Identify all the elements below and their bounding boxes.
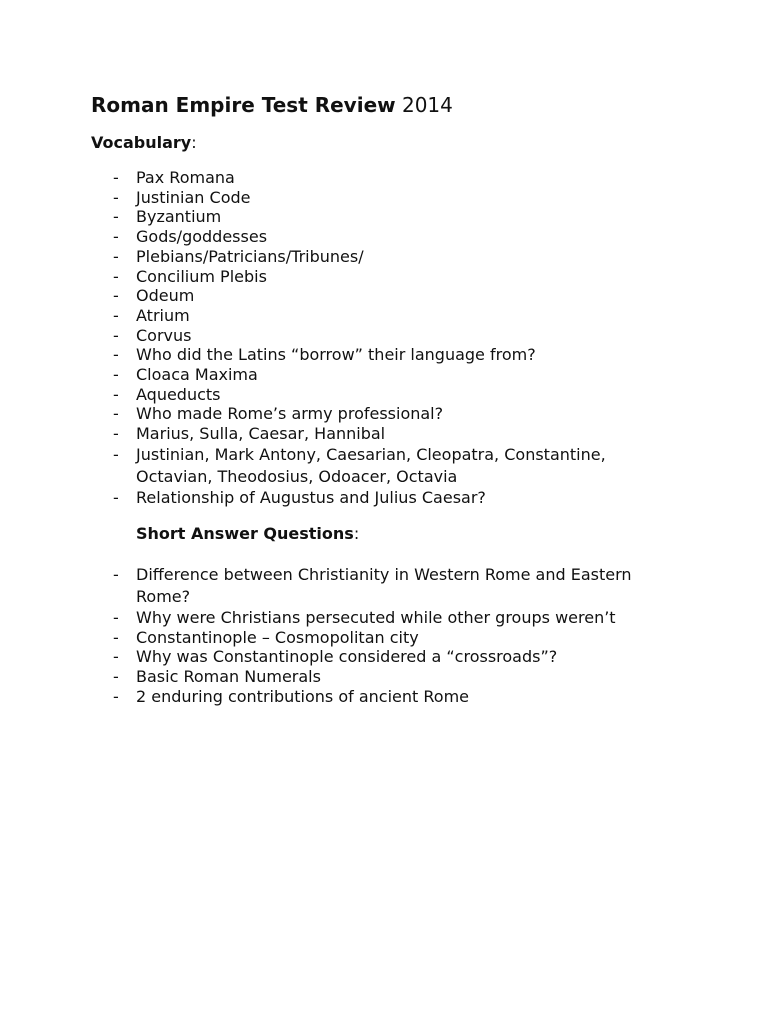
bullet-dash: - bbox=[113, 227, 119, 247]
bullet-dash: - bbox=[113, 667, 119, 687]
bullet-dash: - bbox=[113, 187, 119, 207]
bullet-dash: - bbox=[113, 168, 119, 187]
list-item bbox=[0, 326, 700, 346]
list-item-text bbox=[136, 687, 700, 707]
bullet-dash: - bbox=[113, 608, 119, 627]
short-answer-heading bbox=[136, 524, 359, 544]
list-item bbox=[0, 424, 700, 444]
list-item bbox=[0, 444, 700, 488]
list-item-text bbox=[136, 608, 700, 628]
list-item bbox=[0, 168, 700, 188]
bullet-dash: - bbox=[113, 487, 119, 507]
bullet-dash: - bbox=[113, 365, 119, 385]
bullet-dash: - bbox=[113, 325, 119, 345]
list-item-text bbox=[136, 404, 700, 424]
bullet-dash: - bbox=[113, 286, 119, 306]
list-item-line: 2 enduring contributions of ancient Rome bbox=[136, 686, 469, 706]
list-item-line: Justinian, Mark Antony, Caesarian, Cleopatra, Constantine, bbox=[136, 444, 606, 464]
list-item-line: Rome? bbox=[136, 587, 191, 606]
bullet-dash: - bbox=[113, 345, 119, 365]
bullet-dash: - bbox=[113, 384, 119, 404]
list-item-text bbox=[136, 207, 700, 227]
list-item-text bbox=[136, 227, 700, 247]
vocabulary-heading-label: Vocabulary bbox=[91, 133, 192, 152]
list-item-line: Marius, Sulla, Caesar, Hannibal bbox=[136, 424, 386, 444]
list-item-line: Cloaca Maxima bbox=[136, 365, 258, 385]
list-item bbox=[0, 188, 700, 208]
bullet-dash: - bbox=[113, 305, 119, 325]
list-item bbox=[0, 286, 700, 306]
list-item-text bbox=[136, 286, 700, 306]
list-item bbox=[0, 207, 700, 227]
list-item-line: Relationship of Augustus and Julius Caesar? bbox=[136, 487, 486, 507]
bullet-dash: - bbox=[113, 207, 119, 227]
list-item bbox=[0, 247, 700, 267]
title-bold: Roman Empire Test Review bbox=[91, 93, 396, 117]
list-item bbox=[0, 385, 700, 405]
list-item bbox=[0, 564, 700, 608]
list-item-line: Pax Romana bbox=[136, 168, 235, 187]
list-item-line: Basic Roman Numerals bbox=[136, 667, 321, 687]
list-item bbox=[0, 628, 700, 648]
list-item-text bbox=[136, 345, 700, 365]
list-item-text bbox=[136, 444, 700, 488]
list-item-line: Justinian Code bbox=[136, 187, 251, 207]
list-item-text bbox=[136, 267, 700, 287]
list-item-line: Concilium Plebis bbox=[136, 266, 267, 286]
list-item-line: Byzantium bbox=[136, 207, 222, 227]
list-item bbox=[0, 647, 700, 667]
vocabulary-heading-colon: : bbox=[191, 133, 197, 152]
list-item bbox=[0, 227, 700, 247]
list-item-line: Corvus bbox=[136, 325, 192, 345]
bullet-dash: - bbox=[113, 565, 119, 584]
list-item-line: Why were Christians persecuted while other groups weren’t bbox=[136, 608, 616, 627]
list-item-text bbox=[136, 564, 700, 608]
list-item-line: Aqueducts bbox=[136, 384, 221, 404]
bullet-dash: - bbox=[113, 627, 119, 647]
list-item bbox=[0, 345, 700, 365]
list-item bbox=[0, 306, 700, 326]
title-year: 2014 bbox=[395, 93, 453, 117]
list-item-text bbox=[136, 306, 700, 326]
list-item-text bbox=[136, 247, 700, 267]
list-item-line: Constantinople – Cosmopolitan city bbox=[136, 627, 419, 647]
list-item bbox=[0, 488, 700, 508]
list-item-line: Plebians/Patricians/Tribunes/ bbox=[136, 246, 364, 266]
list-item-line: Atrium bbox=[136, 305, 190, 325]
list-item-line: Who did the Latins “borrow” their language from? bbox=[136, 345, 536, 365]
list-item-text bbox=[136, 667, 700, 687]
short-answer-heading-label: Short Answer Questions bbox=[136, 524, 354, 543]
list-item-text bbox=[136, 488, 700, 508]
short-answer-list bbox=[0, 564, 700, 707]
list-item-line: Gods/goddesses bbox=[136, 227, 268, 247]
bullet-dash: - bbox=[113, 266, 119, 286]
bullet-dash: - bbox=[113, 404, 119, 424]
list-item bbox=[0, 687, 700, 707]
list-item-text bbox=[136, 385, 700, 405]
page-title bbox=[91, 92, 453, 118]
bullet-dash: - bbox=[113, 444, 119, 464]
list-item-text bbox=[136, 647, 700, 667]
list-item-line: Why was Constantinople considered a “crossroads”? bbox=[136, 647, 558, 667]
bullet-dash: - bbox=[113, 686, 119, 706]
vocabulary-list bbox=[0, 168, 700, 508]
list-item-line: Difference between Christianity in Western Rome and Eastern bbox=[136, 565, 632, 584]
vocabulary-heading bbox=[91, 133, 197, 153]
bullet-dash: - bbox=[113, 424, 119, 444]
list-item-line: Octavian, Theodosius, Odoacer, Octavia bbox=[136, 466, 458, 486]
list-item bbox=[0, 404, 700, 424]
list-item-line: Who made Rome’s army professional? bbox=[136, 404, 444, 424]
list-item-text bbox=[136, 365, 700, 385]
bullet-dash: - bbox=[113, 246, 119, 266]
list-item-text bbox=[136, 424, 700, 444]
list-item-line: Odeum bbox=[136, 286, 195, 306]
list-item bbox=[0, 365, 700, 385]
short-answer-heading-colon: : bbox=[353, 524, 360, 543]
list-item bbox=[0, 667, 700, 687]
list-item bbox=[0, 608, 700, 628]
list-item-text bbox=[136, 168, 700, 188]
bullet-dash: - bbox=[113, 647, 119, 667]
list-item-text bbox=[136, 628, 700, 648]
list-item-text bbox=[136, 326, 700, 346]
list-item bbox=[0, 267, 700, 287]
list-item-text bbox=[136, 188, 700, 208]
